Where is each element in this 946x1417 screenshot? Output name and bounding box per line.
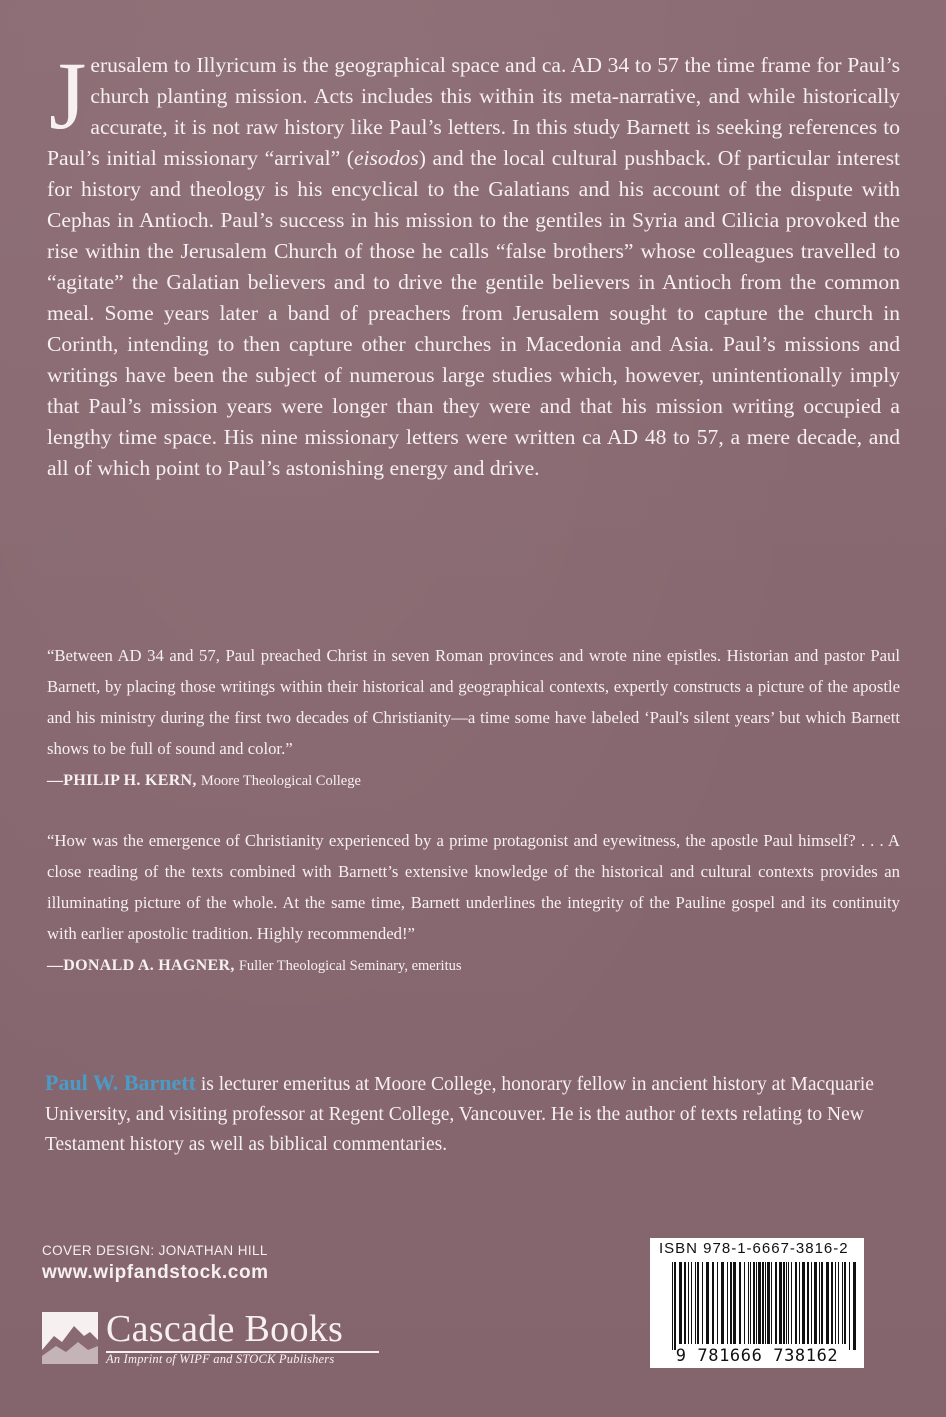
- barcode: [650, 1238, 864, 1368]
- barcode-bar: [814, 1262, 817, 1344]
- barcode-bar: [765, 1262, 766, 1344]
- barcode-bar: [853, 1262, 856, 1350]
- cover-design-credit: COVER DESIGN: JONATHAN HILL: [42, 1243, 268, 1258]
- author-bio: [45, 1068, 900, 1160]
- barcode-bar: [706, 1262, 709, 1344]
- barcode-bar: [739, 1262, 741, 1344]
- barcode-bar: [750, 1262, 751, 1344]
- barcode-bar: [849, 1262, 850, 1350]
- barcode-bar: [712, 1262, 714, 1344]
- barcode-bar: [835, 1262, 836, 1344]
- barcode-bar: [779, 1262, 782, 1344]
- barcode-bar: [744, 1262, 745, 1344]
- barcode-bar: [727, 1262, 728, 1344]
- barcode-digits: 9 781666 738162: [675, 1346, 839, 1366]
- barcode-bar: [758, 1262, 761, 1344]
- barcode-bar: [783, 1262, 785, 1344]
- barcode-bar: [775, 1262, 777, 1344]
- barcode-bar: [838, 1262, 839, 1344]
- barcode-bar: [807, 1262, 809, 1344]
- barcode-bar: [733, 1262, 736, 1344]
- barcode-bars: [650, 1238, 864, 1350]
- publisher-website: www.wipfandstock.com: [42, 1262, 269, 1283]
- barcode-bar: [691, 1262, 692, 1344]
- barcode-bar: [788, 1262, 789, 1344]
- endorser-name: —PHILIP H. KERN,: [47, 772, 197, 789]
- barcode-bar: [679, 1262, 682, 1344]
- endorsement-kern: [47, 640, 900, 797]
- barcode-bar: [748, 1262, 749, 1344]
- barcode-bar: [688, 1262, 689, 1344]
- endorser-affiliation: Moore Theological College: [200, 773, 361, 789]
- barcode-bar: [799, 1262, 800, 1344]
- isbn-label: ISBN 978-1-6667-3816-2: [659, 1240, 849, 1257]
- endorsement-attribution: [47, 949, 900, 982]
- barcode-bar: [795, 1262, 797, 1344]
- author-bio-text: is lecturer emeritus at Moore College, honorary fellow in ancient history at Macquarie University, and visiting professor at Regent College, Vancouver. He is the author of texts relating to New Testament history as well as biblical commentaries.: [45, 1074, 874, 1155]
- description-blurb: [47, 42, 900, 484]
- drop-cap: J: [49, 42, 87, 149]
- barcode-bar: [842, 1262, 843, 1344]
- endorser-affiliation: Fuller Theological Seminary, emeritus: [238, 958, 462, 974]
- barcode-bar: [756, 1262, 757, 1344]
- barcode-bar: [753, 1262, 755, 1344]
- barcode-bar: [844, 1262, 846, 1344]
- barcode-bar: [730, 1262, 732, 1344]
- barcode-bar: [717, 1262, 718, 1344]
- author-name: Paul W. Barnett: [45, 1070, 196, 1095]
- barcode-bar: [674, 1262, 676, 1350]
- endorsement-hagner: [47, 825, 900, 982]
- blurb-text-2: ) and the local cultural pushback. Of particular interest for history and theology is his encyclical to the Galatians and his account of the dispute with Cephas in Antioch. Paul’s success in his mission to the gentiles in Syria and Cilicia provoked the rise within the Jerusalem Church of those he calls “false brothers” whose colleagues travelled to “agitate” the Galatian believers and to drive the gentile believers in Antioch from the common meal. Some years later a band of preachers from Jerusalem sought to capture the church in Corinth, intending to then capture other churches in Macedonia and Asia. Paul’s missions and writings have been the subject of numerous large studies which, however, unintentionally imply that Paul’s mission years were longer than they were and that his mission writing occupied a lengthy time space. His nine missionary letters were written ca AD 48 to 57, a mere decade, and all of which point to Paul’s astonishing energy and drive.: [47, 146, 900, 480]
- barcode-bar: [802, 1262, 805, 1344]
- blurb-text-1: erusalem to Illyricum is the geographical space and ca. AD 34 to 57 the time frame for Paul’s church planting mission. Acts includes this within its meta-narrative, and while historically accurate, it is not raw history like Paul’s letters. In this study Barnett is seeking references to Paul’s initial missionary “arrival” (: [47, 53, 900, 170]
- barcode-bar: [672, 1262, 673, 1350]
- publisher-logo: [42, 1308, 387, 1368]
- endorser-name: —DONALD A. HAGNER,: [47, 957, 235, 974]
- endorsement-quote: “How was the emergence of Christianity experienced by a prime protagonist and eyewitness, the apostle Paul himself? . . . A close reading of the texts combined with Barnett’s extensive knowledge of the historical and cultural contexts provides an illuminating picture of the whole. At the same time, Barnett underlines the integrity of the Pauline gospel and its continuity with earlier apostolic tradition. Highly recommended!”: [47, 831, 900, 943]
- barcode-bar: [762, 1262, 764, 1344]
- barcode-bar: [826, 1262, 829, 1344]
- barcode-bar: [702, 1262, 703, 1344]
- publisher-imprint: An Imprint of WIPF and STOCK Publishers: [106, 1352, 335, 1366]
- publisher-name: Cascade Books: [106, 1308, 344, 1350]
- barcode-bar: [831, 1262, 833, 1344]
- endorsement-attribution: [47, 764, 900, 797]
- barcode-bar: [791, 1262, 792, 1344]
- mountain-logo-icon: [42, 1312, 98, 1364]
- blurb-italic-term: eisodos: [353, 146, 419, 170]
- barcode-bar: [771, 1262, 772, 1344]
- barcode-bar: [811, 1262, 812, 1344]
- barcode-bar: [695, 1262, 696, 1344]
- barcode-bar: [697, 1262, 699, 1344]
- barcode-bar: [721, 1262, 724, 1344]
- barcode-bar: [767, 1262, 770, 1344]
- barcode-bar: [684, 1262, 686, 1344]
- barcode-bar: [819, 1262, 820, 1344]
- endorsement-quote: “Between AD 34 and 57, Paul preached Christ in seven Roman provinces and wrote nine epistles. Historian and pastor Paul Barnett, by placing those writings within their historical and geographical contexts, expertly constructs a picture of the apostle and his ministry during the first two decades of Christianity—a time some have labeled ‘Paul's silent years’ but which Barnett shows to be full of sound and color.”: [47, 646, 900, 758]
- barcode-bar: [786, 1262, 787, 1344]
- barcode-bar: [821, 1262, 823, 1344]
